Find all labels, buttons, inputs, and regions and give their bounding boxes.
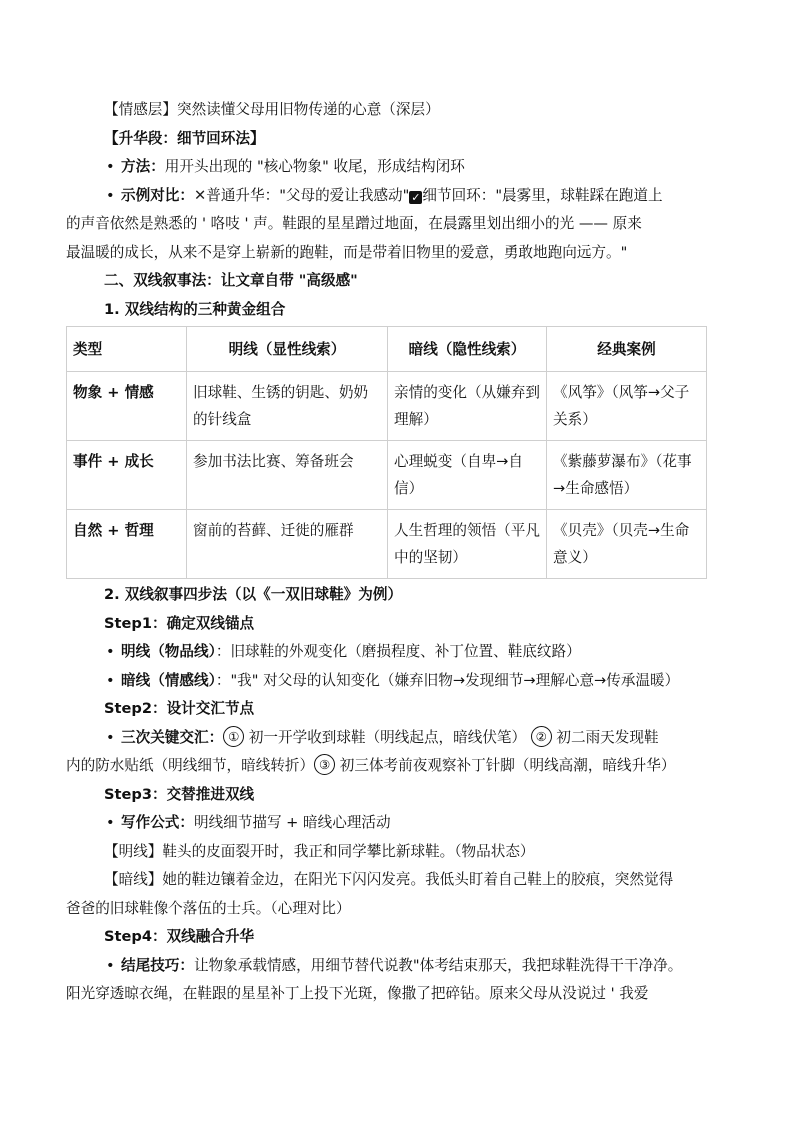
bullet-dot-icon: •	[106, 186, 115, 204]
ming-example-text: 鞋头的皮面裂开时，我正和同学攀比新球鞋。（物品状态）	[162, 842, 535, 860]
table-cell: 事件 + 成长	[67, 441, 187, 510]
junction-2-text-b: 内的防水贴纸（明线细节，暗线转折）	[66, 757, 315, 774]
sublimation-heading: 【升华段：细节回环法】	[104, 129, 265, 147]
table-row	[67, 441, 707, 510]
an-tag: 【暗线】	[104, 871, 163, 888]
step2-continuation	[66, 752, 728, 781]
bullet-dot-icon: •	[106, 956, 115, 974]
dual-line-table	[66, 326, 707, 579]
ending-text-1: 让物象承载情感，用细节替代说教"体考结束那天，我把球鞋洗得干干净净。	[193, 956, 683, 974]
step1-heading: Step1：确定双线锚点	[104, 614, 255, 632]
formula-label: 写作公式：	[121, 814, 194, 831]
step3-bullet	[66, 809, 728, 838]
bullet-dot-icon: •	[106, 158, 115, 175]
ming-example-line	[66, 838, 728, 867]
emotion-layer-line: 【情感层】突然读懂父母用旧物传递的心意（深层）	[104, 101, 440, 118]
bullet-dot-icon: •	[106, 671, 115, 689]
an-example-line	[66, 866, 728, 895]
junction-3-text: 初三体考前夜观察补丁针脚（明线高潮，暗线升华）	[339, 757, 676, 774]
check-mark-icon: ✓	[411, 190, 421, 204]
junction-label: 三次关键交汇：	[121, 728, 224, 746]
step1-bullet-ming	[66, 638, 728, 667]
table-cell: 心理蜕变（自卑→自信）	[388, 441, 547, 510]
table-cell: 参加书法比赛、筹备班会	[187, 441, 388, 510]
junction-1-text: 初一开学收到球鞋（明线起点，暗线伏笔）	[248, 728, 527, 746]
example-label: 示例对比：	[121, 186, 194, 204]
ending-label: 结尾技巧：	[121, 956, 194, 974]
table-header-cell: 明线（显性线索）	[187, 327, 388, 372]
junction-2-text-a: 初二雨天发现鞋	[556, 728, 659, 746]
subsection-1-heading: 1. 双线结构的三种黄金组合	[104, 300, 286, 318]
table-cell: 窗前的苔藓、迁徙的雁群	[187, 510, 388, 579]
table-cell: 《贝壳》（贝壳→生命意义）	[547, 510, 707, 579]
table-cell: 《风筝》（风筝→父子关系）	[547, 372, 707, 441]
table-header-cell: 暗线（隐性线索）	[388, 327, 547, 372]
example-loop-line3: 最温暖的成长，从来不是穿上崭新的跑鞋，而是带着旧物里的爱意，勇敢地跑向远方。"	[66, 243, 628, 261]
method-bullet	[66, 153, 728, 182]
bullet-dot-icon: •	[106, 643, 115, 660]
table-row	[67, 372, 707, 441]
table-cell: 亲情的变化（从嫌弃到理解）	[388, 372, 547, 441]
example-normal: 普通升华："父母的爱让我感动"	[206, 186, 410, 204]
formula-text: 明线细节描写 + 暗线心理活动	[193, 814, 391, 831]
an-example-text-1: 她的鞋边镶着金边，在阳光下闪闪发亮。我低头盯着自己鞋上的胶痕，突然觉得	[162, 871, 674, 888]
an-line-text: ："我" 对父母的认知变化（嫌弃旧物→发现细节→理解心意→传承温暖）	[215, 671, 680, 689]
ending-text-2: 阳光穿透晾衣绳，在鞋跟的星星补丁上投下光斑，像撒了把碎钻。原来父母从没说过 ' 我爱	[66, 985, 649, 1002]
an-example-text-2: 爸爸的旧球鞋像个落伍的士兵。（心理对比）	[66, 899, 351, 917]
example-bullet	[66, 182, 728, 211]
table-cell: 《紫藤萝瀑布》（花事→生命感悟）	[547, 441, 707, 510]
table-header-cell: 类型	[67, 327, 187, 372]
example-loop-line1: 细节回环："晨雾里，球鞋踩在跑道上	[422, 186, 663, 204]
ming-line-text: ：旧球鞋的外观变化（磨损程度、补丁位置、鞋底纹路）	[215, 643, 581, 660]
table-header-row	[67, 327, 707, 372]
table-cell: 人生哲理的领悟（平凡中的坚韧）	[388, 510, 547, 579]
bullet-dot-icon: •	[106, 814, 115, 831]
cross-mark-icon: ✕	[193, 186, 207, 204]
step2-bullet	[66, 724, 728, 753]
table-cell: 自然 + 哲理	[67, 510, 187, 579]
method-text: 用开头出现的 "核心物象" 收尾，形成结构闭环	[164, 158, 465, 175]
step1-bullet-an	[66, 667, 728, 696]
an-line-label: 暗线（情感线）	[121, 671, 216, 689]
circled-number-3: ③	[314, 754, 335, 775]
method-label: 方法：	[121, 158, 165, 175]
table-row	[67, 510, 707, 579]
section-two-heading: 二、双线叙事法：让文章自带 "高级感"	[104, 272, 358, 289]
table-cell: 旧球鞋、生锈的钥匙、奶奶的针线盒	[187, 372, 388, 441]
table-cell: 物象 + 情感	[67, 372, 187, 441]
circled-number-2: ②	[531, 726, 552, 747]
ming-line-label: 明线（物品线）	[121, 643, 216, 660]
step2-heading: Step2：设计交汇节点	[104, 700, 255, 717]
circled-number-1: ①	[223, 726, 244, 747]
subsection-2-heading: 2. 双线叙事四步法（以《一双旧球鞋》为例）	[104, 586, 403, 603]
step4-bullet	[66, 952, 728, 981]
document-page	[66, 96, 728, 1009]
bullet-dot-icon: •	[106, 728, 115, 746]
example-loop-line2: 的声音依然是熟悉的 ' 咯吱 ' 声。鞋跟的星星蹭过地面，在晨露里划出细小的光 —— 原来	[66, 215, 642, 232]
step3-heading: Step3：交替推进双线	[104, 785, 255, 803]
table-header-cell: 经典案例	[547, 327, 707, 372]
ming-tag: 【明线】	[104, 842, 163, 860]
step4-heading: Step4：双线融合升华	[104, 928, 255, 945]
